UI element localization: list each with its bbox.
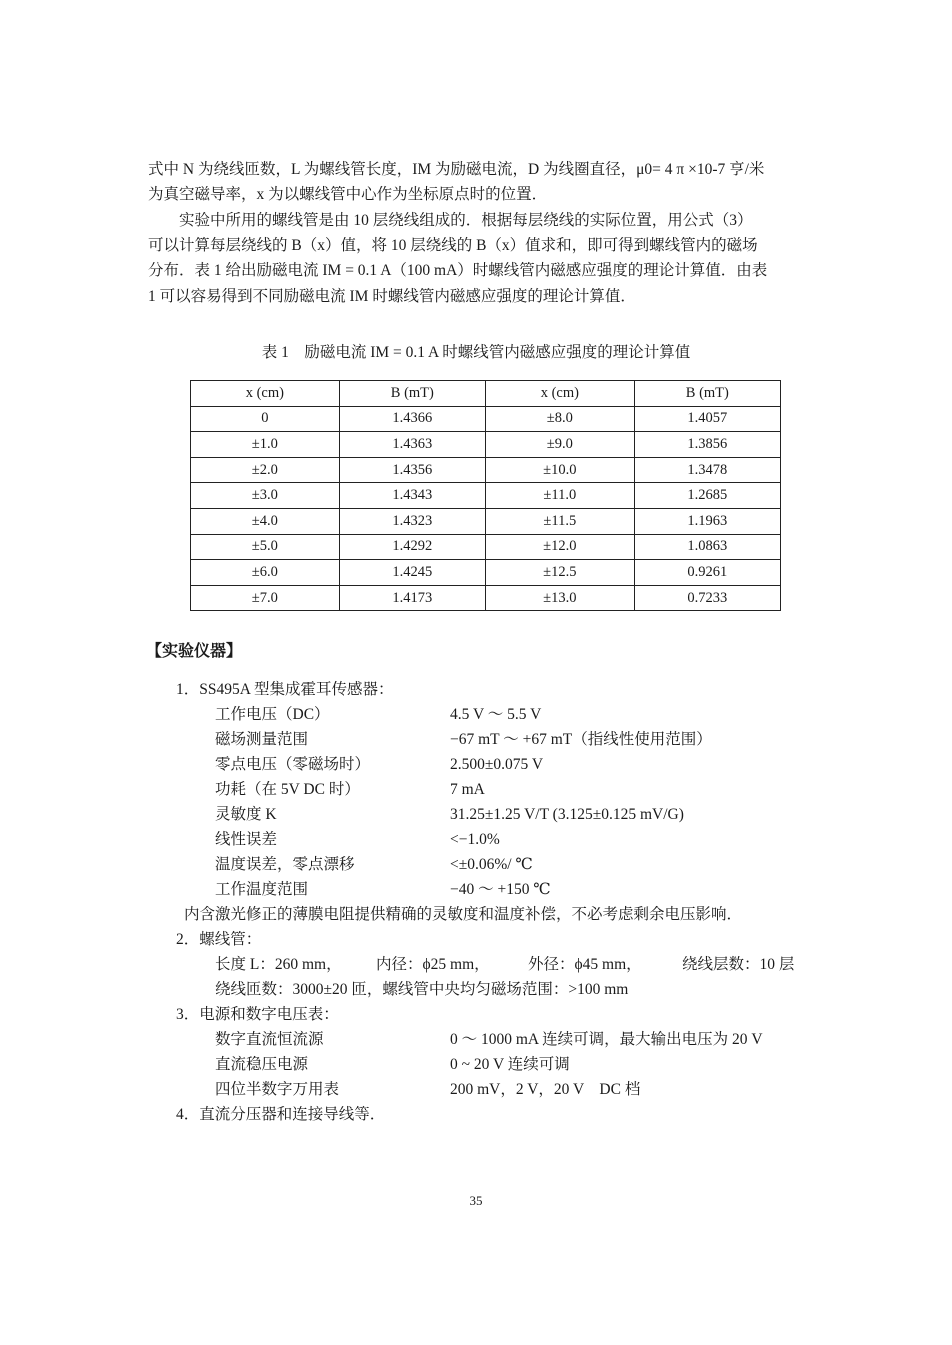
table-row: [191, 508, 781, 534]
solenoid-layers: 绕线层数：10 层: [682, 956, 795, 973]
solenoid-inner-diameter: 内径：ϕ25 mm，: [376, 956, 490, 973]
spec-value: 4.5 V ～ 5.5 V: [450, 706, 542, 723]
spec-label: 四位半数字万用表: [215, 1081, 340, 1098]
magnetic-field-table: [190, 380, 781, 611]
table-row: [191, 406, 781, 432]
spec-value: <−1.0%: [450, 831, 500, 848]
table-cell: 1.4366: [339, 406, 485, 432]
table-row: [191, 432, 781, 458]
table-cell: ±11.5: [485, 508, 634, 534]
table-cell: 1.4343: [339, 483, 485, 509]
spec-label: 零点电压（零磁场时）: [215, 756, 371, 773]
spec-value: 200 mV，2 V，20 V DC 档: [450, 1081, 641, 1098]
section-heading: 【实验仪器】: [146, 641, 243, 660]
table-cell: 0.9261: [634, 560, 780, 586]
table-cell: ±1.0: [191, 432, 340, 458]
table-cell: 1.4057: [634, 406, 780, 432]
table-cell: 1.1963: [634, 508, 780, 534]
spec-label: 直流稳压电源: [215, 1056, 309, 1073]
instrument-2-title: 2．螺线管：: [176, 931, 262, 948]
table-cell: ±2.0: [191, 457, 340, 483]
instruments-list: [0, 678, 952, 1128]
table-cell: ±12.5: [485, 560, 634, 586]
spec-value: 7 mA: [450, 781, 485, 798]
table-cell: ±12.0: [485, 534, 634, 560]
spec-label: 数字直流恒流源: [215, 1031, 324, 1048]
instrument-4-title: 4．直流分压器和连接导线等．: [176, 1106, 386, 1123]
spec-value: 31.25±1.25 V/T (3.125±0.125 mV/G): [450, 806, 684, 823]
spec-value: <±0.06%/ ℃: [450, 856, 533, 873]
table-cell: 1.4323: [339, 508, 485, 534]
paragraph-line: 分布．表 1 给出励磁电流 IM = 0.1 A（100 mA）时螺线管内磁感应强度的理论计算值．由表: [148, 262, 768, 280]
spec-value: −40 ～ +150 ℃: [450, 881, 551, 898]
table-cell: 1.4173: [339, 585, 485, 611]
table-cell: 0.7233: [634, 585, 780, 611]
table-cell: ±4.0: [191, 508, 340, 534]
table-row: [191, 457, 781, 483]
table-cell: 1.3478: [634, 457, 780, 483]
table-row: [191, 560, 781, 586]
paragraph-line: 为真空磁导率，x 为以螺线管中心作为坐标原点时的位置．: [148, 186, 548, 204]
table-cell: 1.4363: [339, 432, 485, 458]
paragraph-line: 1 可以容易得到不同励磁电流 IM 时螺线管内磁感应强度的理论计算值．: [148, 287, 636, 305]
page-number: 35: [469, 1193, 483, 1208]
table-cell: ±7.0: [191, 585, 340, 611]
table-cell: ±13.0: [485, 585, 634, 611]
instrument-3-title: 3．电源和数字电压表：: [176, 1006, 339, 1023]
table-cell: ±8.0: [485, 406, 634, 432]
table-cell: ±5.0: [191, 534, 340, 560]
table-cell: 1.2685: [634, 483, 780, 509]
table-caption: 表 1 励磁电流 IM = 0.1 A 时螺线管内磁感应强度的理论计算值: [261, 344, 691, 361]
table-cell: ±10.0: [485, 457, 634, 483]
solenoid-turns: 绕线匝数：3000±20 匝，螺线管中央均匀磁场范围：>100 mm: [215, 981, 629, 998]
table-cell: 0: [191, 406, 340, 432]
spec-label: 磁场测量范围: [215, 731, 309, 748]
table-cell: ±11.0: [485, 483, 634, 509]
table-header-row: [191, 381, 781, 407]
table-row: [191, 534, 781, 560]
table-cell: 1.4245: [339, 560, 485, 586]
table-cell: ±6.0: [191, 560, 340, 586]
spec-value: −67 mT ～ +67 mT（指线性使用范围）: [450, 731, 712, 748]
table-cell: ±3.0: [191, 483, 340, 509]
spec-label: 线性误差: [215, 831, 278, 848]
table-cell: 1.3856: [634, 432, 780, 458]
spec-value: 2.500±0.075 V: [450, 756, 544, 773]
instrument-1-title: 1．SS495A 型集成霍耳传感器：: [176, 681, 394, 698]
spec-value: 0 ～ 1000 mA 连续可调，最大输出电压为 20 V: [450, 1031, 763, 1048]
spec-value: 0 ~ 20 V 连续可调: [450, 1056, 570, 1073]
spec-label: 工作温度范围: [215, 881, 309, 898]
paragraph-line: 式中 N 为绕线匝数，L 为螺线管长度，IM 为励磁电流，D 为线圈直径，μ0= 4 π ×10-7 亨/米: [148, 161, 765, 178]
paragraph-formula-notes: [148, 157, 808, 207]
table-cell: 1.4356: [339, 457, 485, 483]
table-cell: 1.4292: [339, 534, 485, 560]
instrument-1-note: 内含激光修正的薄膜电阻提供精确的灵敏度和温度补偿，不必考虑剩余电压影响．: [184, 906, 743, 923]
spec-label: 灵敏度 K: [215, 806, 277, 823]
spec-label: 温度误差，零点漂移: [215, 856, 355, 873]
solenoid-length: 长度 L：260 mm，: [215, 956, 342, 973]
table-cell: 1.0863: [634, 534, 780, 560]
header-b: B (mT): [339, 381, 485, 407]
table-row: [191, 483, 781, 509]
header-x: x (cm): [485, 381, 634, 407]
table-row: [191, 585, 781, 611]
paragraph-line: 可以计算每层绕线的 B（x）值，将 10 层绕线的 B（x）值求和，即可得到螺线管内的磁场: [148, 237, 758, 255]
solenoid-outer-diameter: 外径：ϕ45 mm，: [528, 956, 642, 973]
spec-label: 功耗（在 5V DC 时）: [215, 781, 360, 798]
spec-label: 工作电压（DC）: [215, 706, 330, 723]
table-cell: ±9.0: [485, 432, 634, 458]
header-b: B (mT): [634, 381, 780, 407]
paragraph-calculation: [148, 208, 808, 309]
paragraph-line: 实验中所用的螺线管是由 10 层绕线组成的．根据每层绕线的实际位置，用公式（3）: [179, 212, 753, 229]
header-x: x (cm): [191, 381, 340, 407]
